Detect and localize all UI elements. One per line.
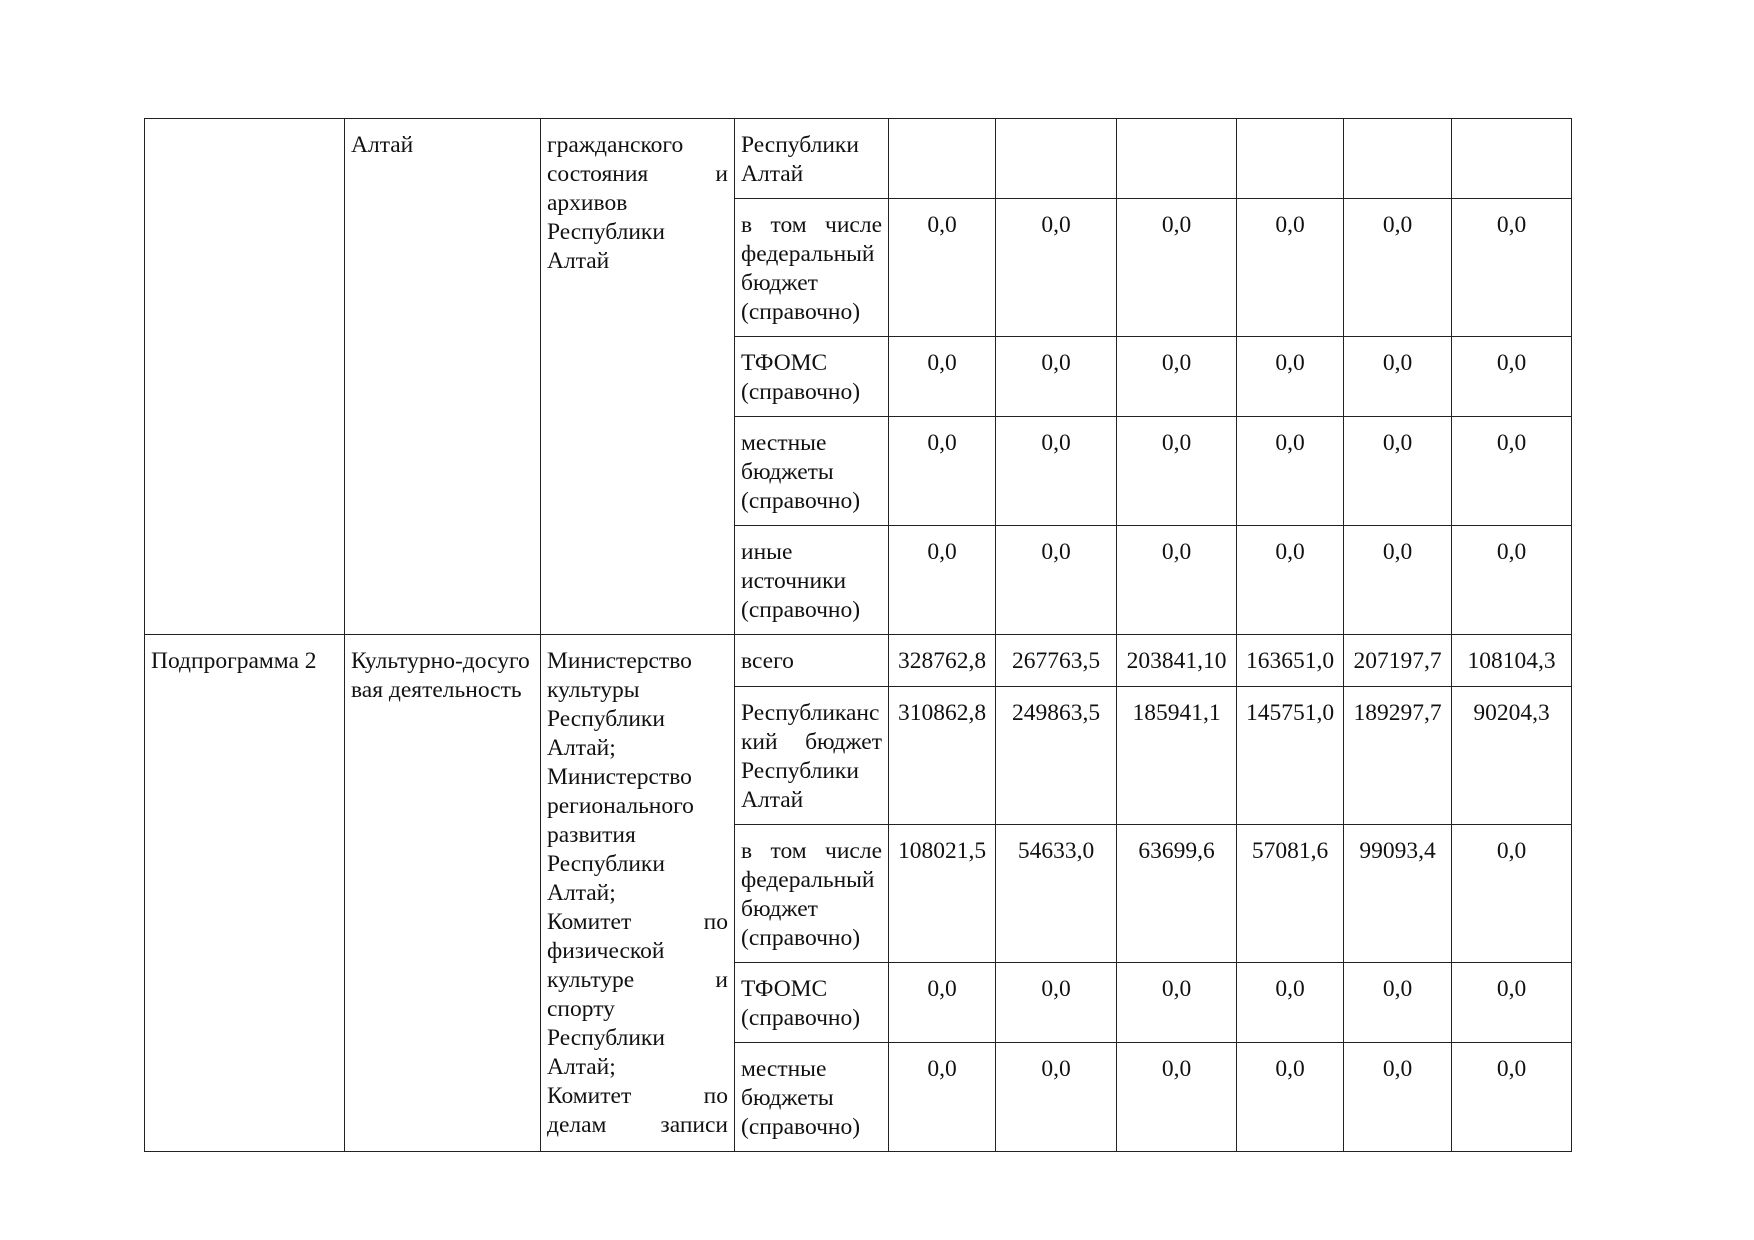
value-cell: 0,0	[889, 417, 996, 526]
responsible-line: состояния и	[547, 161, 728, 187]
value-cell: 0,0	[889, 199, 996, 337]
value-cell: 0,0	[996, 199, 1117, 337]
value-cell: 0,0	[1117, 417, 1237, 526]
responsible-line: Республики	[547, 706, 665, 732]
value-cell: 0,0	[1344, 199, 1452, 337]
responsible-line: Министерство	[547, 764, 692, 790]
value-cell: 0,0	[1117, 963, 1237, 1043]
value-cell: 0,0	[1117, 1043, 1237, 1152]
responsible-line: Республики	[547, 851, 665, 877]
value-cell: 0,0	[996, 963, 1117, 1043]
value-cell: 63699,6	[1117, 825, 1237, 963]
funding-source-cell: в том числе федеральный бюджет (справочно)	[735, 199, 889, 337]
value-cell	[996, 119, 1117, 199]
funding-source-cell: ТФОМС (справочно)	[735, 337, 889, 417]
value-cell: 310862,8	[889, 687, 996, 825]
value-cell: 0,0	[1344, 337, 1452, 417]
subprogram-name-cell: Алтай	[345, 119, 541, 635]
responsible-line: физической	[547, 938, 665, 964]
subprogram-name-cell: Культурно-досуговая деятельность	[345, 635, 541, 1152]
value-cell	[1237, 119, 1344, 199]
funding-source-cell: Республиканский бюджет Республики Алтай	[735, 687, 889, 825]
table-row	[145, 119, 1572, 199]
value-cell: 249863,5	[996, 687, 1117, 825]
value-cell: 57081,6	[1237, 825, 1344, 963]
value-cell: 185941,1	[1117, 687, 1237, 825]
subprogram-label-cell	[145, 119, 345, 635]
value-cell	[1117, 119, 1237, 199]
responsible-line: делам записи	[547, 1112, 728, 1138]
value-cell: 108104,3	[1452, 635, 1572, 687]
value-cell: 267763,5	[996, 635, 1117, 687]
funding-source-cell: местные бюджеты (справочно)	[735, 417, 889, 526]
value-cell: 0,0	[1237, 417, 1344, 526]
value-cell: 0,0	[1117, 337, 1237, 417]
value-cell: 163651,0	[1237, 635, 1344, 687]
funding-source-cell: ТФОМС (справочно)	[735, 963, 889, 1043]
value-cell: 0,0	[996, 1043, 1117, 1152]
value-cell: 0,0	[1237, 199, 1344, 337]
value-cell: 0,0	[1452, 1043, 1572, 1152]
responsible-line: архивов	[547, 190, 628, 216]
responsible-line: Алтай;	[547, 880, 616, 906]
table-row	[145, 635, 1572, 687]
value-cell	[1344, 119, 1452, 199]
responsible-line: Республики	[547, 219, 665, 245]
value-cell: 0,0	[996, 526, 1117, 635]
value-cell: 0,0	[1452, 199, 1572, 337]
value-cell: 0,0	[1344, 1043, 1452, 1152]
value-cell: 0,0	[1344, 526, 1452, 635]
responsible-line: Алтай	[547, 248, 610, 274]
value-cell: 0,0	[1452, 963, 1572, 1043]
funding-source-cell: местные бюджеты (справочно)	[735, 1043, 889, 1152]
responsible-executor-cell	[541, 635, 735, 1152]
value-cell: 0,0	[889, 526, 996, 635]
value-cell: 0,0	[889, 1043, 996, 1152]
responsible-line: гражданского	[547, 132, 684, 158]
value-cell: 0,0	[1237, 526, 1344, 635]
value-cell: 145751,0	[1237, 687, 1344, 825]
responsible-line: культуре и	[547, 967, 728, 993]
value-cell: 54633,0	[996, 825, 1117, 963]
value-cell: 189297,7	[1344, 687, 1452, 825]
responsible-line: развития	[547, 822, 636, 848]
funding-source-cell: иные источники (справочно)	[735, 526, 889, 635]
value-cell: 0,0	[1117, 526, 1237, 635]
value-cell: 0,0	[1452, 417, 1572, 526]
value-cell: 207197,7	[1344, 635, 1452, 687]
value-cell: 0,0	[996, 417, 1117, 526]
value-cell: 108021,5	[889, 825, 996, 963]
value-cell: 0,0	[1237, 337, 1344, 417]
value-cell: 203841,10	[1117, 635, 1237, 687]
value-cell: 0,0	[1237, 963, 1344, 1043]
value-cell: 328762,8	[889, 635, 996, 687]
value-cell: 0,0	[1344, 417, 1452, 526]
value-cell: 0,0	[889, 337, 996, 417]
value-cell: 0,0	[996, 337, 1117, 417]
responsible-line: культуры	[547, 677, 640, 703]
value-cell: 0,0	[1344, 963, 1452, 1043]
value-cell: 0,0	[889, 963, 996, 1043]
responsible-executor-cell	[541, 119, 735, 635]
responsible-line: Республики	[547, 1025, 665, 1051]
responsible-line: Министерство	[547, 648, 692, 674]
responsible-line: Алтай;	[547, 735, 616, 761]
value-cell: 0,0	[1117, 199, 1237, 337]
value-cell: 90204,3	[1452, 687, 1572, 825]
value-cell	[1452, 119, 1572, 199]
value-cell	[889, 119, 996, 199]
responsible-line: регионального	[547, 793, 694, 819]
value-cell: 99093,4	[1344, 825, 1452, 963]
responsible-line: Алтай;	[547, 1054, 616, 1080]
funding-source-cell: Республики Алтай	[735, 119, 889, 199]
responsible-line: Комитет по	[547, 1083, 728, 1109]
value-cell: 0,0	[1452, 526, 1572, 635]
responsible-line: спорту	[547, 996, 615, 1022]
responsible-line: Комитет по	[547, 909, 728, 935]
value-cell: 0,0	[1452, 337, 1572, 417]
subprogram-label-cell: Подпрограмма 2	[145, 635, 345, 1152]
budget-table	[144, 118, 1572, 1152]
funding-source-cell: всего	[735, 635, 889, 687]
value-cell: 0,0	[1452, 825, 1572, 963]
value-cell: 0,0	[1237, 1043, 1344, 1152]
funding-source-cell: в том числе федеральный бюджет (справочно)	[735, 825, 889, 963]
